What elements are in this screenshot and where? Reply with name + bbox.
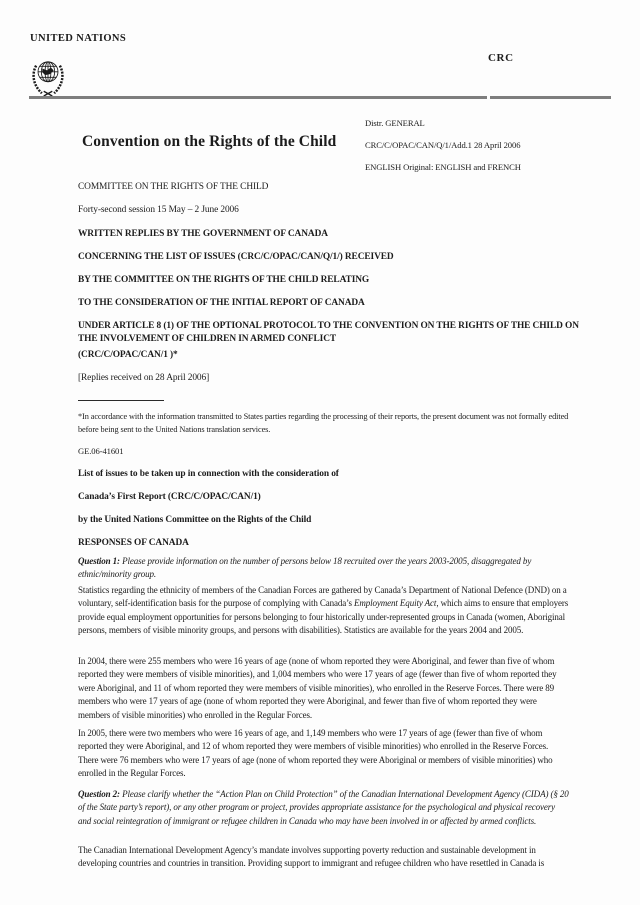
document-symbol: CRC/C/OPAC/CAN/Q/1/Add.1	[365, 140, 472, 150]
footnote-separator	[78, 400, 164, 401]
replies-received-note: [Replies received on 28 April 2006]	[78, 373, 210, 383]
responses-heading: RESPONSES OF CANADA	[78, 538, 189, 548]
paragraph-cida: The Canadian International Development Agency’s mandate involves supporting poverty reduction and sustainable development in developing countries and countries in transition. Providing support to immigrant and refugee children who have resettled in Canada is	[78, 845, 545, 869]
reply-heading-line-3: BY THE COMMITTEE ON THE RIGHTS OF THE CHILD RELATING	[78, 275, 370, 285]
paragraph-text: , which aims to ensure that employers provide equal employment opportunities for persons belonging to four historically under-represented groups in Canada (women, Aboriginal persons, members of visible minority groups, and persons with disabilities). Statistics are available for the years 2004 and 2005.	[78, 598, 569, 636]
reply-heading-line-5: UNDER ARTICLE 8 (1) OF THE OPTIONAL PROTOCOL TO THE CONVENTION ON THE RIGHTS OF THE CHILD ON THE INVOLVEMENT OF CHILDREN IN ARMED CONFLICT	[78, 321, 579, 345]
distribution-line: Distr. GENERAL	[365, 118, 425, 128]
paragraph-2005: In 2005, there were two members who were 16 years of age, and 1,149 members who were 17 years of age (fewer than five of whom reported they were Aboriginal, and 12 of whom reported they were members of visible minorities) who enrolled in the Reserve Forces. There were 76 members who were 17 years of age (none of whom reported they were Aboriginal or members of visible minorities) who enrolled in the Regular Forces.	[78, 728, 553, 779]
act-title-italic: Employment Equity Act	[354, 598, 437, 609]
header-rule	[29, 96, 487, 99]
list-heading-line-1: List of issues to be taken up in connection with the consideration of	[78, 469, 339, 479]
question-1-text: Please provide information on the number of persons below 18 recruited over the years 2003-2005, disaggregated by ethnic/minority group.	[78, 556, 532, 580]
org-name: UNITED NATIONS	[30, 33, 127, 44]
ge-code: GE.06-41601	[78, 446, 124, 456]
reply-heading-line-4: TO THE CONSIDERATION OF THE INITIAL REPORT OF CANADA	[78, 298, 365, 308]
question-2-label: Question 2:	[78, 789, 120, 799]
question-2	[78, 788, 570, 828]
question-1	[78, 555, 570, 582]
document-title: Convention on the Rights of the Child	[82, 133, 337, 150]
question-2-text: Please clarify whether the “Action Plan on Child Protection” of the Canadian International Development Agency (CIDA) (§ 20 of the State party’s report), or any other program or project, provides appropriate assistance for the psychological and physical recovery and social reintegration of immigrant or refugee children in Canada who may have been involved in or affected by armed conflicts.	[78, 789, 569, 826]
committee-name: COMMITTEE ON THE RIGHTS OF THE CHILD	[78, 182, 269, 192]
header-rule-right	[490, 96, 611, 99]
document-date: 28 April 2006	[473, 140, 521, 150]
document-symbol-note: (CRC/C/OPAC/CAN/1 )*	[78, 350, 178, 360]
symbol-line	[365, 140, 520, 150]
session-info: Forty-second session 15 May – 2 June 2006	[78, 205, 239, 215]
un-emblem-icon	[29, 56, 67, 98]
question-1-label: Question 1:	[78, 556, 120, 566]
doc-category-code: CRC	[488, 52, 514, 64]
paragraph-text: Statistics regarding the ethnicity of members of the Canadian Forces are gathered by Canada’s Department of National Defence (DND) on a voluntary, self-identification basis for the purpose of complying with Canada’s	[78, 585, 567, 609]
list-heading-line-2: Canada’s First Report (CRC/C/OPAC/CAN/1)	[78, 492, 261, 502]
footnote-text: *In accordance with the information transmitted to States parties regarding the processing of their reports, the present document was not formally edited before being sent to the United Nations translation services.	[78, 412, 569, 434]
reply-heading-line-1: WRITTEN REPLIES BY THE GOVERNMENT OF CANADA	[78, 229, 328, 239]
language-line: ENGLISH Original: ENGLISH and FRENCH	[365, 162, 521, 172]
reply-heading-line-2: CONCERNING THE LIST OF ISSUES (CRC/C/OPAC/CAN/Q/1/) RECEIVED	[78, 252, 394, 262]
paragraph-2004: In 2004, there were 255 members who were 16 years of age (none of whom reported they were Aboriginal, and fewer than five of whom reported they were members of visible minorities), and 1,004 members who were 17 years of age (fewer than five of whom reported they were Aboriginal, and 11 of whom reported they were members of visible minorities), who enrolled in the Reserve Forces. There were 89 members who were 17 years of age (none of whom reported they were Aboriginal, and fewer than five of whom reported they were members of visible minorities) who enrolled in the Regular Forces.	[78, 656, 557, 720]
list-heading-line-3: by the United Nations Committee on the Rights of the Child	[78, 515, 312, 525]
paragraph-statistics	[78, 584, 570, 638]
